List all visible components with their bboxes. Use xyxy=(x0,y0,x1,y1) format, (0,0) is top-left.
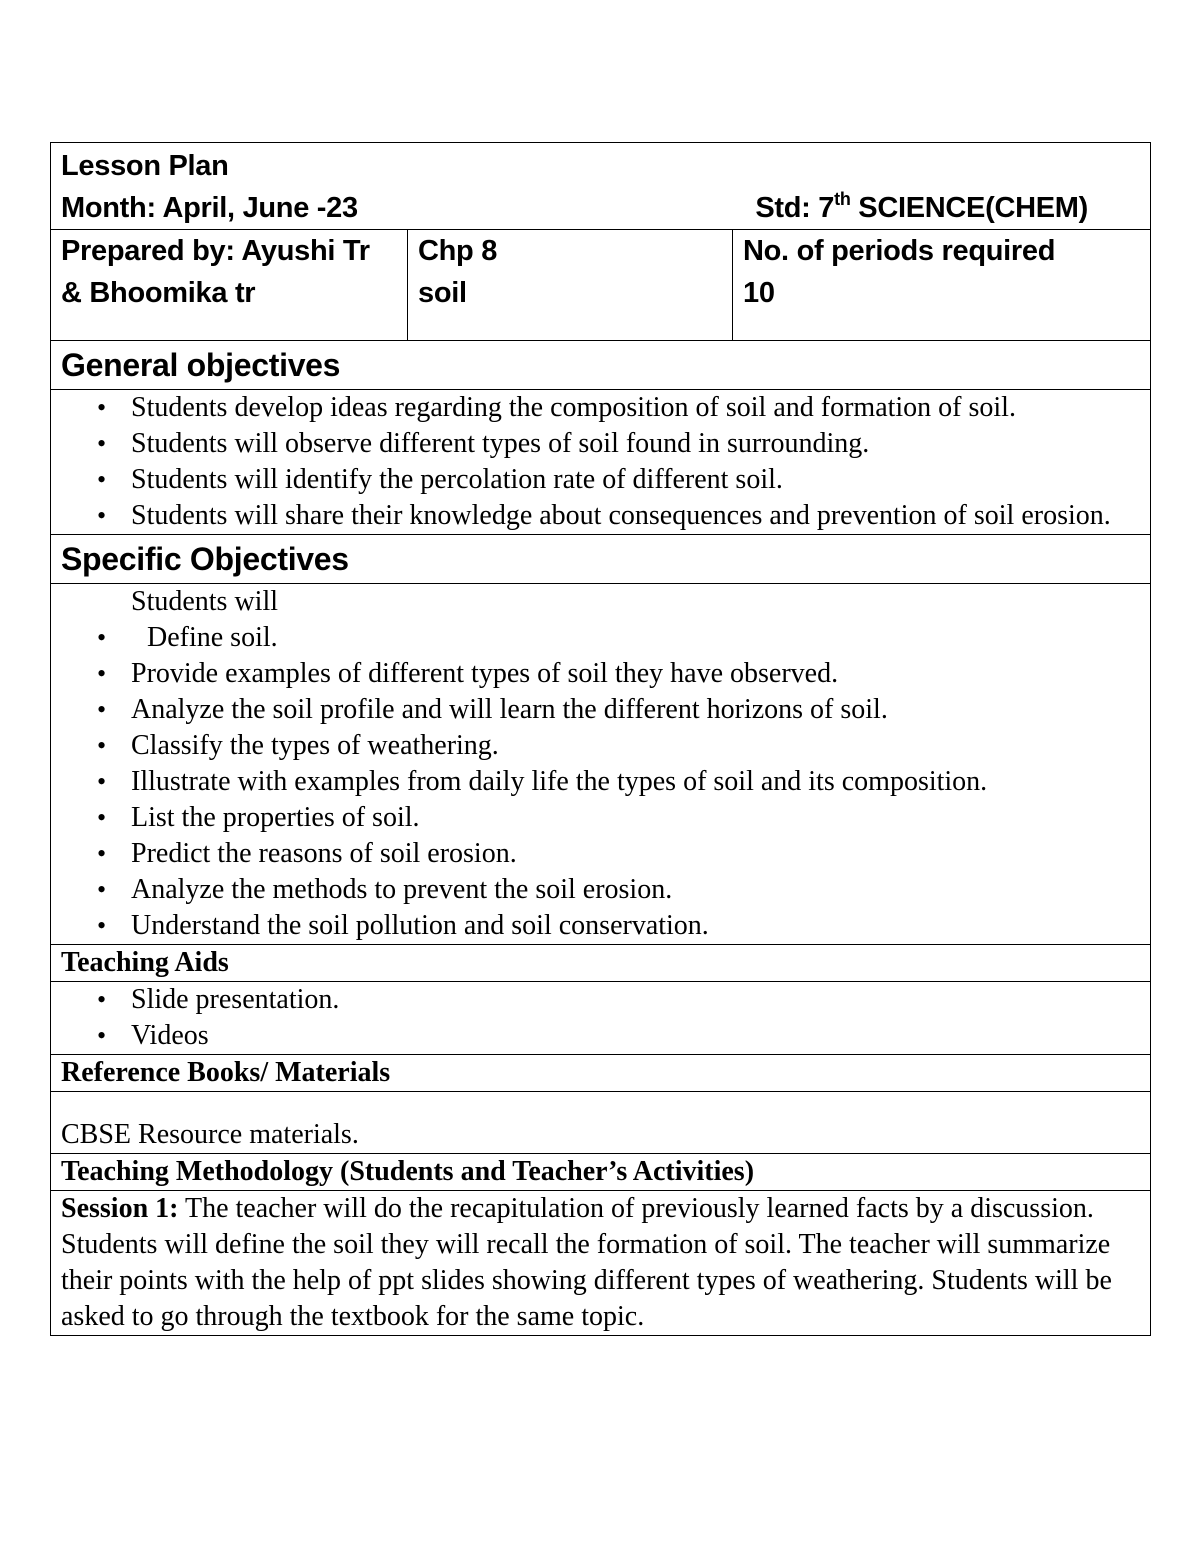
std-text xyxy=(755,187,1088,229)
list-item: • Analyze the methods to prevent the soil erosion. xyxy=(131,872,1140,908)
std-suffix: SCIENCE(CHEM) xyxy=(850,192,1088,224)
methodology-heading-row xyxy=(51,1154,1151,1191)
reference-cell xyxy=(51,1092,1151,1154)
teaching-aids-row xyxy=(51,982,1151,1055)
periods-cell xyxy=(733,230,1151,341)
lesson-plan-page xyxy=(50,142,1150,1336)
general-objectives-row xyxy=(51,390,1151,535)
chapter-name: soil xyxy=(418,277,467,309)
header-row xyxy=(51,143,1151,230)
methodology-cell xyxy=(51,1191,1151,1336)
specific-objectives-intro: Students will xyxy=(131,586,279,617)
list-item: • Students develop ideas regarding the composition of soil and formation of soil. xyxy=(131,390,1140,426)
prepared-by-cell xyxy=(51,230,408,341)
prepared-by-line2: & Bhoomika tr xyxy=(61,277,256,309)
reference-heading: Reference Books/ Materials xyxy=(51,1055,1151,1092)
list-item: • Provide examples of different types of soil they have observed. xyxy=(131,656,1140,692)
session-label: Session 1: xyxy=(61,1193,179,1224)
periods-label: No. of periods required xyxy=(743,235,1056,267)
month-std-line xyxy=(61,187,1140,229)
general-objectives-heading: General objectives xyxy=(51,341,1151,390)
session-text: The teacher will do the recapitulation of previously learned facts by a discussion. Students will define the soil they will recall the formation of soil. The teacher will summarize their points with the help of ppt slides showing different types of weathering. Students will be asked to go through the textbook for the same topic. xyxy=(61,1193,1112,1332)
list-item: • Classify the types of weathering. xyxy=(131,728,1140,764)
specific-objectives-list xyxy=(61,620,1140,944)
reference-text: CBSE Resource materials. xyxy=(61,1119,359,1150)
month-text: Month: April, June -23 xyxy=(61,192,358,224)
general-objectives-cell xyxy=(51,390,1151,535)
teaching-aids-heading-row xyxy=(51,945,1151,982)
list-item: • Videos xyxy=(131,1018,1140,1054)
list-item: • Understand the soil pollution and soil conservation. xyxy=(131,908,1140,944)
reference-row xyxy=(51,1092,1151,1154)
specific-objectives-heading-row xyxy=(51,535,1151,584)
list-item: • Define soil. xyxy=(131,620,1140,656)
list-item: • Predict the reasons of soil erosion. xyxy=(131,836,1140,872)
general-objectives-heading-row xyxy=(51,341,1151,390)
list-item: • Illustrate with examples from daily life the types of soil and its composition. xyxy=(131,764,1140,800)
specific-objectives-heading: Specific Objectives xyxy=(51,535,1151,584)
list-item: • Students will identify the percolation rate of different soil. xyxy=(131,462,1140,498)
chapter-number: Chp 8 xyxy=(418,235,498,267)
specific-objectives-cell xyxy=(51,584,1151,945)
periods-value: 10 xyxy=(743,277,775,309)
teaching-aids-list xyxy=(61,982,1140,1054)
list-item: • Slide presentation. xyxy=(131,982,1140,1018)
teaching-aids-heading: Teaching Aids xyxy=(51,945,1151,982)
general-objectives-list xyxy=(61,390,1140,534)
teaching-aids-cell xyxy=(51,982,1151,1055)
methodology-heading: Teaching Methodology (Students and Teacher’s Activities) xyxy=(51,1154,1151,1191)
list-item: • Students will share their knowledge about consequences and prevention of soil erosion. xyxy=(131,498,1140,534)
lesson-plan-table xyxy=(50,142,1151,1336)
list-item: • List the properties of soil. xyxy=(131,800,1140,836)
lesson-plan-title: Lesson Plan xyxy=(61,150,229,182)
header-cell xyxy=(51,143,1151,230)
prepared-by-line1: Prepared by: Ayushi Tr xyxy=(61,235,370,267)
list-item: • Students will observe different types of soil found in surrounding. xyxy=(131,426,1140,462)
list-item: • Analyze the soil profile and will learn the different horizons of soil. xyxy=(131,692,1140,728)
meta-row xyxy=(51,230,1151,341)
methodology-row xyxy=(51,1191,1151,1336)
reference-heading-row xyxy=(51,1055,1151,1092)
std-prefix: Std: 7 xyxy=(755,192,835,224)
chapter-cell xyxy=(408,230,733,341)
std-sup: th xyxy=(834,189,851,209)
specific-objectives-row xyxy=(51,584,1151,945)
